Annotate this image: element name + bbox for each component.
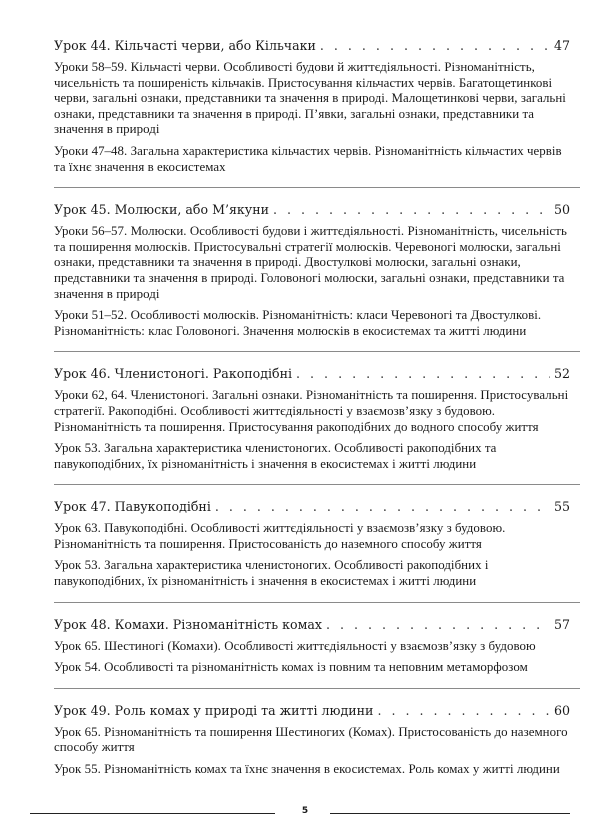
toc-entry[interactable] [54,499,570,515]
footer-rule-right [330,813,570,814]
dot-leader [273,202,550,218]
page-number: 47 [553,38,570,53]
curriculum-reference: Урок 65. Різноманітність та поширення Шестиногих (Комах). Пристосованість до наземного способу життя [54,724,568,755]
lesson-title: Урок 46. Членистоногі. Ракоподібні [54,366,293,382]
page-number: 55 [553,499,570,515]
toc-entry[interactable] [54,366,570,382]
section-divider [54,351,580,352]
curriculum-reference: Уроки 62, 64. Членистоногі. Загальні ознаки. Різноманітність та поширення. Пристосувальні стратегії. Ракоподібні. Особливості життєдіяльності у взаємозв’язку з будовою. Різноманітність та поширення. Пристосування ракоподібних до водного способу життя [54,388,569,434]
lesson-title: Урок 47. Павукоподібні [54,499,211,515]
curriculum-reference: Урок 54. Особливості та різноманітність комах із повним та неповним метаморфозом [54,660,528,675]
toc-section [54,366,570,472]
curriculum-reference: Урок 53. Загальна характеристика членистоногих. Особливості ракоподібних і павукоподібних, їх різноманітність і значення в екосистемах і житті людини [54,558,489,589]
page-number: 50 [553,202,570,218]
toc-section [54,703,570,778]
curriculum-reference: Уроки 47–48. Загальна характеристика кільчастих червів. Різноманітність кільчастих червів та їхнє значення в екосистемах [54,143,562,174]
toc-entry[interactable] [54,202,570,218]
page-number: 60 [553,702,570,718]
lesson-title: Урок 45. Молюски, або М’якуни [54,202,270,218]
section-divider [54,187,580,188]
toc-entry[interactable] [54,38,570,54]
toc-section [54,38,570,175]
section-divider [54,688,580,689]
curriculum-reference: Урок 65. Шестиногі (Комахи). Особливості життєдіяльності у взаємозв’язку з будовою [54,638,536,653]
curriculum-reference: Урок 63. Павукоподібні. Особливості життєдіяльності у взаємозв’язку з будовою. Різноманітність та поширення. Пристосованість до наземного способу життя [54,521,506,551]
toc-section [54,499,570,589]
lesson-title: Урок 49. Роль комах у природі та житті людини [54,702,374,718]
curriculum-reference: Уроки 56–57. Молюски. Особливості будови і життєдіяльності. Різноманітність, чисельність та поширення молюсків. Пристосувальні стратегії молюсків. Черевоногі молюски, загальні ознаки, представники та значення в природі. Двостулкові молюски, загальні ознаки, представники та значення в природі. Головоногі молюски, загальні ознаки, представники та значення в природі [54,224,567,301]
dot-leader [296,366,550,382]
page-footer [30,808,570,820]
footer-page-number: 5 [301,806,309,816]
dot-leader [215,499,550,515]
table-of-contents [54,38,570,790]
curriculum-reference: Урок 55. Різноманітність комах та їхнє значення в екосистемах. Роль комах у житті людини [54,762,560,777]
toc-entry[interactable] [54,617,570,633]
lesson-title: Урок 44. Кільчасті черви, або Кільчаки [54,38,316,53]
section-divider [54,602,580,603]
page-number: 57 [553,616,570,632]
toc-section [54,202,570,339]
curriculum-reference: Урок 53. Загальна характеристика членистоногих. Особливості ракоподібних та павукоподібних, їх різноманітність і значення в екосистемах і житті людини [54,441,497,471]
dot-leader [377,703,550,719]
toc-entry[interactable] [54,703,570,719]
lesson-title: Урок 48. Комахи. Різноманітність комах [54,616,322,632]
toc-section [54,617,570,676]
curriculum-reference: Уроки 58–59. Кільчасті черви. Особливості будови й життєдіяльності. Різноманітність, чисельність та поширеність кільчаків. Пристосування кільчастих червів. Багатощетинкові черви, загальні ознаки, представники та значення в природі. Малощетинкові черви, загальні ознаки, представники та значення в природі. П’явки, загальні ознаки, представники та значення в природі [54,60,566,137]
section-divider [54,484,580,485]
curriculum-reference: Уроки 51–52. Особливості молюсків. Різноманітність: класи Черевоногі та Двостулкові. Різноманітність: клас Головоногі. Значення молюсків в екосистемах та житті людини [54,308,542,338]
dot-leader [326,617,550,633]
dot-leader [320,38,550,54]
page-number: 52 [553,366,570,382]
footer-rule-left [30,813,275,814]
